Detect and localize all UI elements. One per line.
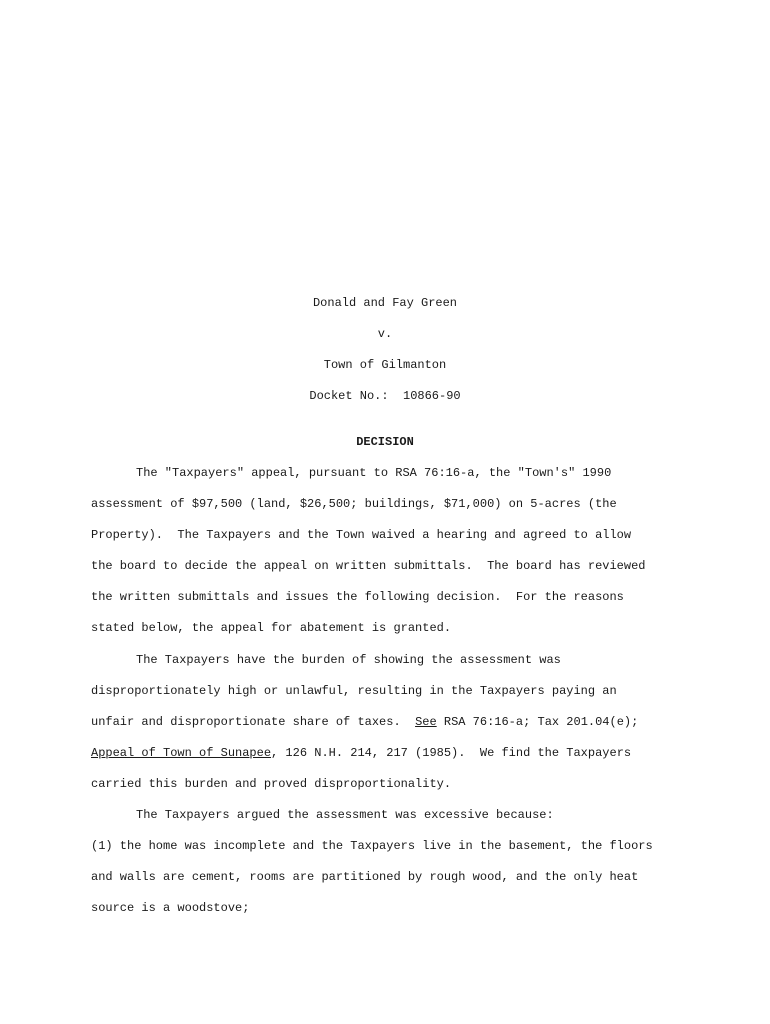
docket-number: 10866-90	[403, 389, 461, 403]
paragraph-1-line-2: assessment of $97,500 (land, $26,500; buildings, $71,000) on 5-acres (the	[91, 497, 617, 511]
paragraph-2-line-4	[91, 746, 631, 760]
paragraph-1-line-4: the board to decide the appeal on written submittals. The board has reviewed	[91, 559, 646, 573]
paragraph-1-line-6: stated below, the appeal for abatement is granted.	[91, 621, 452, 635]
paragraph-2-line-4-text: , 126 N.H. 214, 217 (1985). We find the Taxpayers	[271, 746, 632, 760]
caption-versus: v.	[377, 327, 393, 341]
paragraph-2-line-3-text: unfair and disproportionate share of taxes.	[91, 715, 416, 729]
paragraph-1-line-1: The "Taxpayers" appeal, pursuant to RSA 76:16-a, the "Town's" 1990	[136, 466, 612, 480]
case-citation: Appeal of Town of Sunapee	[91, 746, 272, 760]
decision-heading: DECISION	[356, 435, 414, 449]
paragraph-2-line-2: disproportionately high or unlawful, resulting in the Taxpayers paying an	[91, 684, 617, 698]
paragraph-2-line-1: The Taxpayers have the burden of showing the assessment was	[136, 653, 561, 667]
see-signal: See	[415, 715, 437, 729]
paragraph-3-line-2: (1) the home was incomplete and the Taxpayers live in the basement, the floors	[91, 839, 653, 853]
paragraph-2-line-5: carried this burden and proved disproportionality.	[91, 777, 452, 791]
caption-parties-1: Donald and Fay Green	[312, 296, 458, 310]
paragraph-3-line-3: and walls are cement, rooms are partitioned by rough wood, and the only heat	[91, 870, 639, 884]
caption-parties-2: Town of Gilmanton	[323, 358, 447, 372]
paragraph-1-line-5: the written submittals and issues the following decision. For the reasons	[91, 590, 624, 604]
paragraph-3-line-1: The Taxpayers argued the assessment was excessive because:	[136, 808, 554, 822]
paragraph-2-line-3	[91, 715, 638, 729]
paragraph-2-line-3-citation: RSA 76:16-a; Tax 201.04(e);	[436, 715, 639, 729]
docket-line	[0, 389, 770, 403]
paragraph-3-line-4: source is a woodstove;	[91, 901, 250, 915]
docket-label: Docket No.:	[309, 389, 389, 403]
paragraph-1-line-3: Property). The Taxpayers and the Town waived a hearing and agreed to allow	[91, 528, 632, 542]
